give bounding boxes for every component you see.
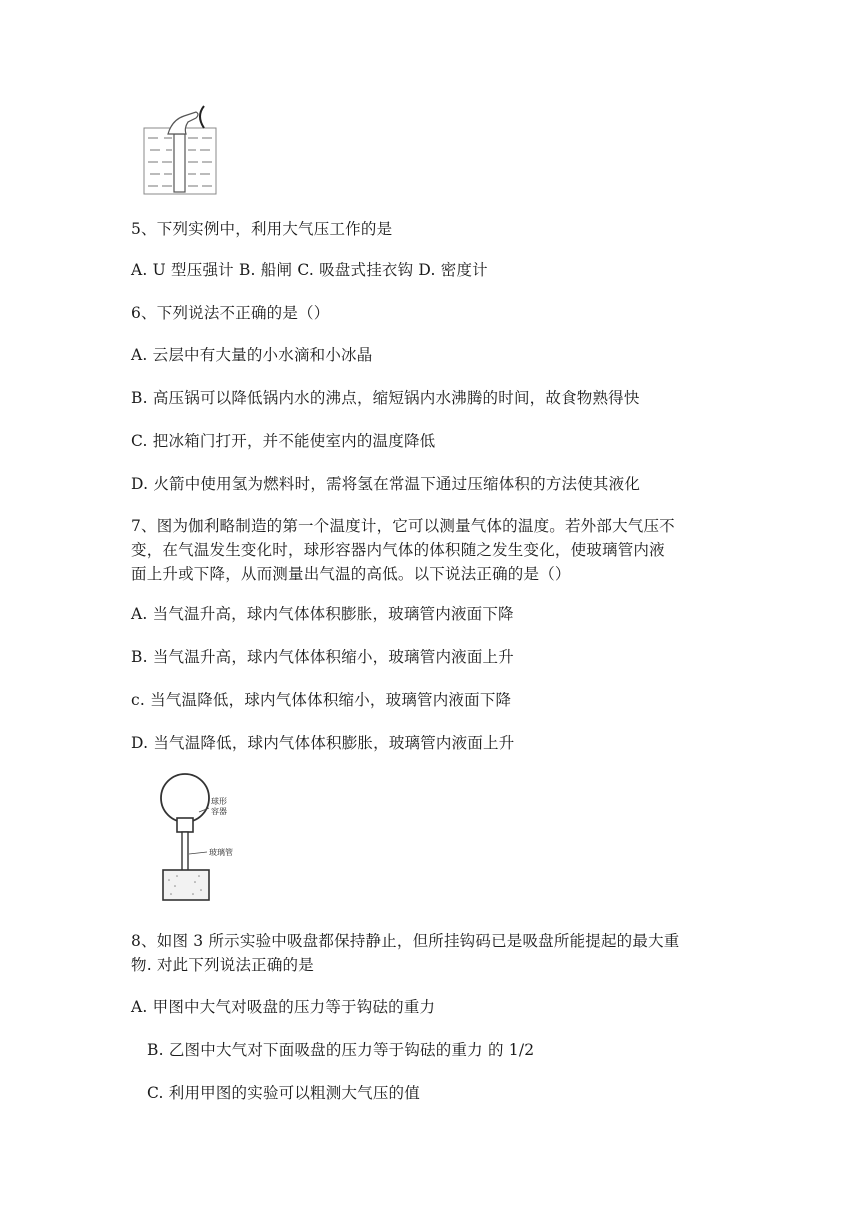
q8-option-a: A. 甲图中大气对吸盘的压力等于钩砝的重力 — [131, 998, 436, 1016]
q7-option-a: A. 当气温升高，球内气体体积膨胀，玻璃管内液面下降 — [131, 605, 514, 623]
q8-stem-line-1: 8、如图 3 所示实验中吸盘都保持静止，但所挂钩码已是吸盘所能提起的最大重 — [131, 932, 680, 950]
q6-option-b: B. 高压锅可以降低锅内水的沸点，缩短锅内水沸腾的时间，故食物熟得快 — [131, 389, 640, 407]
q7-stem-line-3: 面上升或下降，从而测量出气温的高低。以下说法正确的是（） — [131, 565, 571, 583]
q7-stem-line-2: 变，在气温发生变化时，球形容器内气体的体积随之发生变化，使玻璃管内液 — [131, 541, 665, 559]
q7-option-b: B. 当气温升高，球内气体体积缩小，玻璃管内液面上升 — [131, 648, 514, 666]
label-tube: 玻璃管 — [209, 848, 233, 857]
q5-stem: 5、下列实例中，利用大气压工作的是 — [131, 220, 393, 238]
q5-options: A. U 型压强计 B. 船闸 C. 吸盘式挂衣钩 D. 密度计 — [131, 261, 488, 279]
q7-stem-line-1: 7、图为伽利略制造的第一个温度计，它可以测量气体的温度。若外部大气压不 — [131, 517, 675, 535]
q8-option-c: C. 利用甲图的实验可以粗测大气压的值 — [147, 1084, 420, 1102]
q6-option-c: C. 把冰箱门打开，并不能使室内的温度降低 — [131, 432, 436, 450]
q6-stem: 6、下列说法不正确的是（） — [131, 304, 330, 322]
q7-option-d: D. 当气温降低，球内气体体积膨胀，玻璃管内液面上升 — [131, 734, 515, 752]
test-tube-in-water-figure — [138, 104, 224, 196]
q8-stem-line-2: 物. 对此下列说法正确的是 — [131, 956, 314, 974]
label-vessel-line1: 球形 — [211, 797, 227, 806]
q6-option-a: A. 云层中有大量的小水滴和小冰晶 — [131, 346, 373, 364]
label-vessel-line2: 容器 — [211, 807, 227, 816]
q6-option-d: D. 火箭中使用氢为燃料时，需将氢在常温下通过压缩体积的方法使其液化 — [131, 475, 641, 493]
q8-option-b: B. 乙图中大气对下面吸盘的压力等于钩砝的重力 的 1/2 — [147, 1041, 535, 1059]
q7-option-c: c. 当气温降低，球内气体体积缩小，玻璃管内液面下降 — [131, 691, 512, 709]
galileo-thermometer-figure — [155, 770, 265, 904]
